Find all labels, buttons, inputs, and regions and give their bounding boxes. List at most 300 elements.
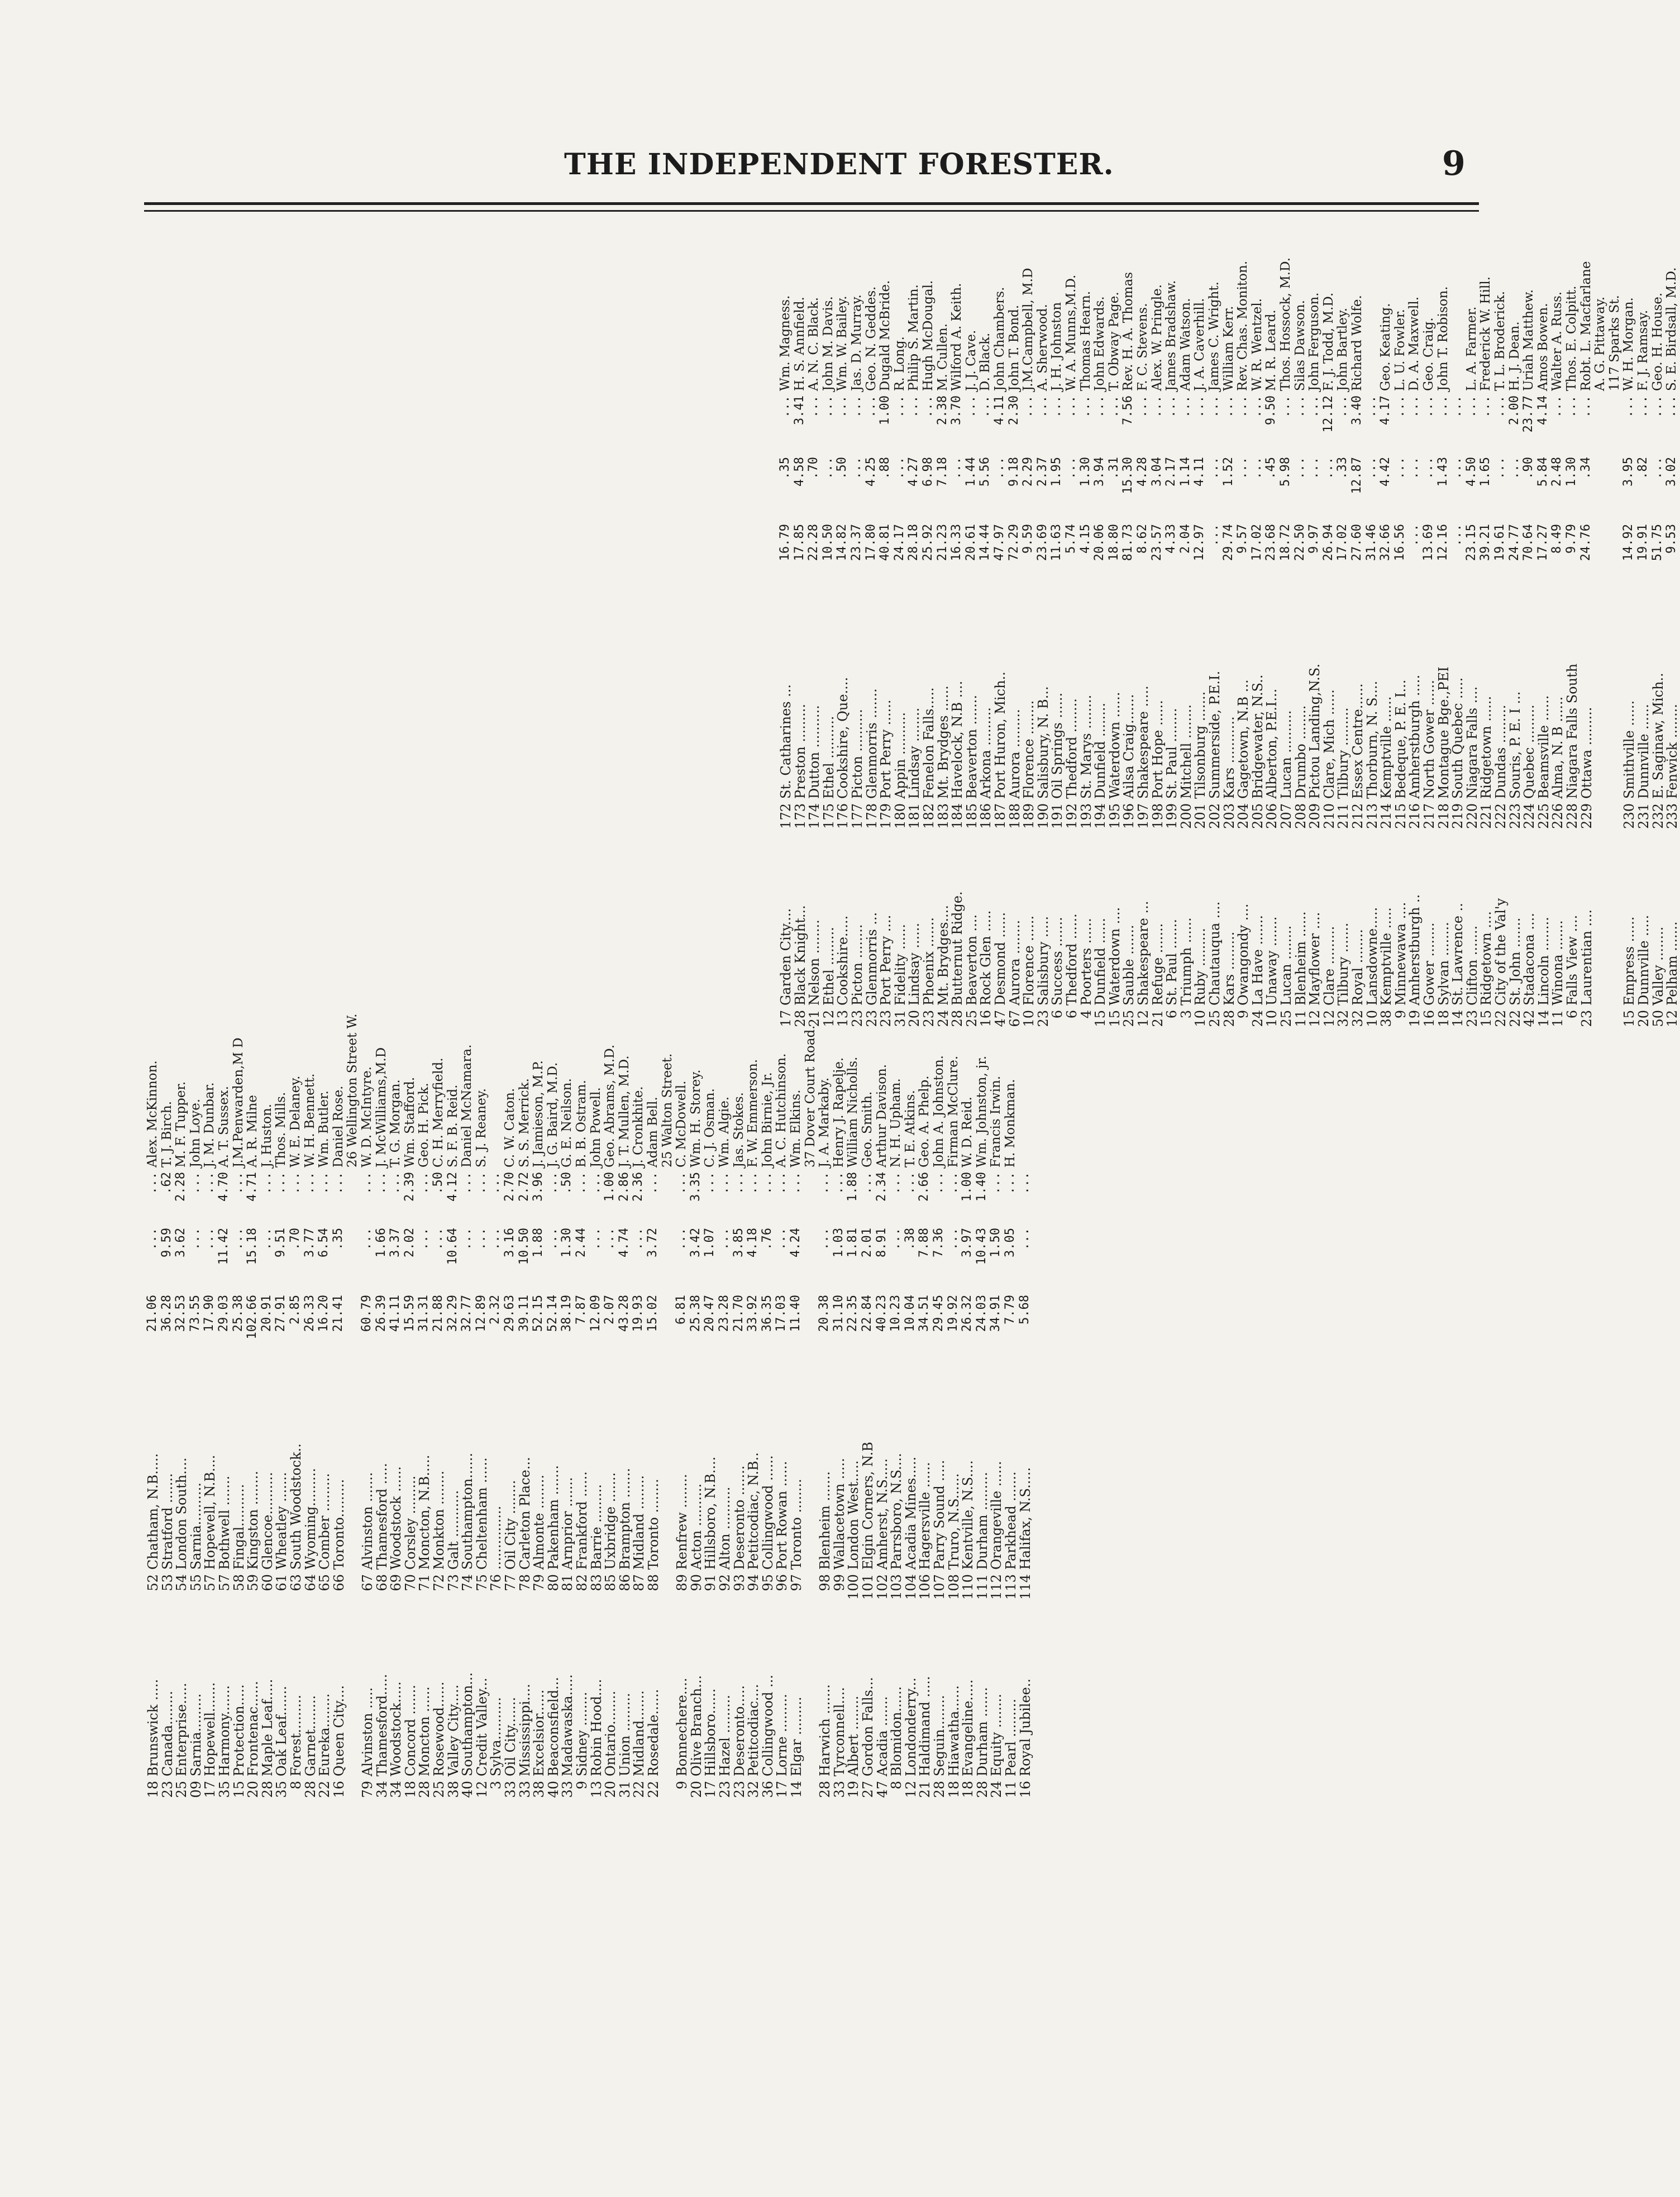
amount: 27.91 bbox=[274, 1295, 288, 1332]
lodge-name: Seguin........ bbox=[932, 1695, 947, 1776]
amount: 9.51 bbox=[274, 1228, 288, 1257]
deputy-name: A. G. Pittaway. bbox=[1593, 296, 1608, 391]
table-row bbox=[1065, 78, 1080, 1039]
lodge-name: Tilbury ....... bbox=[1335, 922, 1352, 1005]
amount: 4.18 bbox=[746, 1228, 760, 1257]
table-row bbox=[304, 855, 318, 1810]
amount: ... bbox=[1435, 395, 1450, 418]
amount: 1.00 bbox=[878, 395, 892, 425]
lodge-number: 31 bbox=[617, 1781, 633, 1798]
amount: 4.11 bbox=[1192, 457, 1207, 487]
table-row bbox=[1437, 78, 1452, 1039]
lodge-number: 33 bbox=[831, 1781, 847, 1798]
lodge-number: 24 bbox=[989, 1781, 1005, 1798]
amount: 13.69 bbox=[1421, 524, 1435, 561]
deputy-name: L. U. Fowler. bbox=[1392, 309, 1407, 391]
lodge-number: 211 bbox=[1335, 803, 1352, 829]
lodge-number: 20 bbox=[1636, 1010, 1652, 1027]
amount: ... bbox=[1478, 395, 1493, 418]
amount: ... bbox=[1450, 395, 1464, 418]
amount: ... bbox=[774, 1228, 789, 1250]
lodge-number: 173 bbox=[792, 803, 808, 829]
amount: 21.70 bbox=[731, 1295, 746, 1332]
amount: 3.02 bbox=[1664, 457, 1679, 487]
amount: ... bbox=[231, 1228, 245, 1250]
lodge-name: E. Saginaw, Mich.. bbox=[1650, 673, 1666, 799]
lodge-number: 35 bbox=[274, 1781, 290, 1798]
amount: 40.81 bbox=[878, 524, 892, 561]
lodge-name: Sauble ....... bbox=[1121, 924, 1137, 1005]
deputy-name: A. Sherwood. bbox=[1035, 304, 1050, 391]
lodge-number: 19 bbox=[1407, 1010, 1423, 1027]
table-row bbox=[747, 855, 761, 1810]
lodge-name: Eureka........ bbox=[317, 1693, 333, 1776]
table-row bbox=[1551, 78, 1566, 1039]
lodge-number: 23 bbox=[1578, 1010, 1595, 1027]
lodge-number: 80 bbox=[545, 1574, 561, 1591]
amount: ... bbox=[1493, 395, 1507, 418]
amount: ... bbox=[731, 1172, 746, 1194]
lodge-number: 9 bbox=[574, 1781, 590, 1790]
lodge-number: 201 bbox=[1192, 803, 1209, 829]
amount: 15.59 bbox=[402, 1295, 417, 1332]
deputy-name: J. T. Mullen, M.D. bbox=[617, 1055, 632, 1167]
table-row bbox=[461, 855, 475, 1810]
lodge-name: Acadia ....... bbox=[874, 1696, 890, 1776]
table-row bbox=[404, 855, 418, 1810]
lodge-number: 93 bbox=[731, 1574, 747, 1591]
lodge-number: 99 bbox=[831, 1574, 847, 1591]
lodge-name: South Quebec ..... bbox=[1450, 677, 1466, 799]
lodge-name: Unaway ....... bbox=[1264, 916, 1280, 1005]
lodge-name: Falls View .... bbox=[1564, 914, 1580, 1005]
lodge-number: 177 bbox=[849, 803, 865, 829]
lodge-name: Credit Valley... bbox=[474, 1677, 490, 1776]
lodge-number: 181 bbox=[906, 803, 923, 829]
amount: 12.97 bbox=[1192, 524, 1207, 561]
lodge-name: Blenheim ...... bbox=[1292, 911, 1309, 1005]
lodge-number: 197 bbox=[1135, 803, 1151, 829]
lodge-name: Lucan ........ bbox=[1278, 925, 1294, 1005]
amount: 2.34 bbox=[874, 1172, 889, 1202]
lodge-name: Pelham ....... bbox=[1664, 921, 1680, 1005]
amount: .62 bbox=[159, 1172, 174, 1194]
amount: 7.88 bbox=[917, 1228, 932, 1257]
table-row bbox=[1080, 78, 1094, 1039]
lodge-name: Truro, N.S...... bbox=[946, 1473, 962, 1570]
lodge-number: 189 bbox=[1021, 803, 1037, 829]
amount: ... bbox=[1564, 395, 1578, 418]
lodge-name: Port Rowan ...... bbox=[774, 1461, 790, 1570]
lodge-name: Fenwick ........ bbox=[1664, 704, 1680, 799]
table-row bbox=[332, 855, 347, 1810]
table-row bbox=[1522, 78, 1537, 1039]
deputy-name: J. A. Caverhill. bbox=[1192, 298, 1207, 391]
lodge-number: 22 bbox=[1507, 1010, 1523, 1027]
table-row bbox=[1180, 78, 1194, 1039]
lodge-number: 65 bbox=[317, 1574, 333, 1591]
lodge-name: Clare, Mich ...... bbox=[1321, 689, 1337, 799]
amount: 16.33 bbox=[949, 524, 964, 561]
lodge-name: Quebec ......... bbox=[1521, 704, 1538, 799]
amount: 12.89 bbox=[474, 1295, 488, 1332]
lodge-number: 23 bbox=[849, 1010, 865, 1027]
amount: 3.37 bbox=[388, 1228, 403, 1257]
table-row bbox=[1380, 78, 1394, 1039]
lodge-number: 17 bbox=[774, 1781, 790, 1798]
lodge-number: 75 bbox=[474, 1574, 490, 1591]
lodge-name: City of the Val'y bbox=[1493, 898, 1509, 1005]
amount: ... bbox=[1392, 395, 1407, 418]
lodge-number: 111 bbox=[974, 1574, 990, 1600]
amount: ... bbox=[789, 1172, 803, 1194]
lodge-name: Toronto ........ bbox=[646, 1479, 661, 1570]
table-row bbox=[1466, 78, 1480, 1039]
amount: 22.35 bbox=[846, 1295, 860, 1332]
table-row bbox=[865, 78, 880, 1039]
table-row bbox=[1323, 78, 1337, 1039]
lodge-number: 59 bbox=[245, 1574, 261, 1591]
amount: 40.23 bbox=[874, 1295, 889, 1332]
amount: ... bbox=[820, 457, 835, 479]
lodge-name: Evangeline..... bbox=[960, 1679, 976, 1776]
table-row bbox=[289, 855, 304, 1810]
lodge-number: 202 bbox=[1207, 803, 1223, 829]
amount: 17.02 bbox=[1335, 524, 1350, 561]
deputy-name: W. H. Bennett. bbox=[302, 1073, 317, 1167]
lodge-number: 20 bbox=[603, 1781, 619, 1798]
lodge-name: Hopewell....... bbox=[202, 1682, 218, 1776]
lodge-name: Kentville, N.S.... bbox=[960, 1460, 976, 1570]
table-row bbox=[1294, 78, 1309, 1039]
amount: 36.28 bbox=[159, 1295, 174, 1332]
table-row bbox=[189, 855, 204, 1810]
amount: .76 bbox=[760, 1228, 774, 1250]
amount: 4.14 bbox=[1535, 395, 1550, 425]
deputy-name: T. L. Broderick. bbox=[1493, 290, 1507, 391]
deputy-name: Wm. Stafford. bbox=[402, 1077, 417, 1167]
deputy-name: C. McDowell. bbox=[674, 1080, 689, 1167]
lodge-number: 12 bbox=[1307, 1010, 1323, 1027]
amount: ... bbox=[588, 1172, 603, 1194]
amount: 17.02 bbox=[1249, 524, 1264, 561]
amount: 1.30 bbox=[560, 1228, 574, 1257]
lodge-name: Desmond ...... bbox=[992, 912, 1008, 1005]
lodge-number: 186 bbox=[978, 803, 994, 829]
lodge-number: 53 bbox=[159, 1574, 175, 1591]
amount: 60.79 bbox=[360, 1295, 374, 1332]
lodge-name: Ottawa ......... bbox=[1578, 707, 1595, 799]
amount: 10.43 bbox=[974, 1228, 989, 1265]
deputy-name: Henry J. Rapelje. bbox=[831, 1057, 846, 1167]
lodge-number: 57 bbox=[217, 1574, 232, 1591]
amount: 3.95 bbox=[1621, 457, 1636, 487]
amount: 21.06 bbox=[145, 1295, 159, 1332]
lodge-number: 28 bbox=[302, 1781, 318, 1798]
lodge-number: 16 bbox=[978, 1010, 994, 1027]
amount: ... bbox=[1292, 395, 1307, 418]
lodge-number: 42 bbox=[1521, 1010, 1538, 1027]
amount: ... bbox=[1392, 457, 1407, 479]
amount: 1.14 bbox=[1178, 457, 1192, 487]
amount: .82 bbox=[1636, 457, 1650, 479]
lodge-name: Beaverton .... bbox=[963, 914, 980, 1005]
lodge-number: 4 bbox=[1078, 1010, 1094, 1019]
lodge-number: 36 bbox=[760, 1781, 776, 1798]
lodge-name: Glenmorris ....... bbox=[863, 688, 880, 799]
lodge-number: 28 bbox=[974, 1781, 990, 1798]
lodge-name: Fingal.......... bbox=[231, 1484, 247, 1570]
lodge-number: 11 bbox=[1550, 1010, 1566, 1027]
amount: 3.72 bbox=[646, 1228, 660, 1257]
deputy-name: W. H. Morgan. bbox=[1621, 297, 1636, 391]
lodge-number: 28 bbox=[817, 1781, 833, 1798]
amount: ... bbox=[417, 1228, 431, 1250]
lodge-name: Stratford ....... bbox=[159, 1473, 175, 1570]
lodge-number: 47 bbox=[874, 1781, 890, 1798]
lodge-number: 11 bbox=[1292, 1010, 1309, 1027]
amount: 17.03 bbox=[774, 1295, 789, 1332]
lodge-number: 179 bbox=[878, 803, 894, 829]
amount: 3.40 bbox=[1350, 395, 1364, 425]
lodge-name: Orangeville ...... bbox=[989, 1461, 1005, 1570]
amount: ... bbox=[674, 1172, 689, 1194]
amount: ... bbox=[889, 1228, 903, 1250]
amount: 31.10 bbox=[831, 1295, 846, 1332]
table-row bbox=[733, 855, 747, 1810]
lodge-name: Blomidon...... bbox=[889, 1686, 905, 1776]
table-row bbox=[1008, 78, 1023, 1039]
table-row bbox=[618, 855, 633, 1810]
amount: 1.52 bbox=[1221, 457, 1235, 487]
lodge-name: Port Huron, Mich.. bbox=[992, 671, 1008, 799]
lodge-name: Frankford ...... bbox=[574, 1471, 590, 1570]
amount: 34.91 bbox=[989, 1295, 1003, 1332]
table-row bbox=[175, 855, 189, 1810]
lodge-name: St. Marys ........ bbox=[1078, 694, 1094, 799]
amount: ... bbox=[1407, 395, 1421, 418]
deputy-name: J. Huston. bbox=[259, 1104, 274, 1167]
lodge-name: Lindsay ...... bbox=[906, 922, 923, 1005]
amount: ... bbox=[202, 1228, 217, 1250]
deputy-name: G. E. Neilson. bbox=[560, 1078, 575, 1167]
lodge-number: 172 bbox=[778, 803, 794, 829]
amount: ... bbox=[145, 1172, 159, 1194]
deputy-name: W. A. Munns,M.D. bbox=[1064, 274, 1078, 391]
amount: 21.88 bbox=[431, 1295, 445, 1332]
amount: ... bbox=[903, 1172, 917, 1194]
amount: 3.96 bbox=[531, 1172, 546, 1202]
amount: ... bbox=[460, 1228, 474, 1250]
table-row bbox=[1594, 78, 1609, 1039]
table-row bbox=[1566, 78, 1580, 1039]
deputy-name: William Kerr. bbox=[1221, 306, 1236, 391]
deputy-name: F. W. Emmerson. bbox=[746, 1059, 761, 1167]
lodge-number: 33 bbox=[517, 1781, 533, 1798]
amount: 1.00 bbox=[603, 1172, 617, 1202]
table-row bbox=[1622, 78, 1637, 1039]
amount: 16.20 bbox=[317, 1295, 331, 1332]
table-row bbox=[561, 855, 575, 1810]
lodge-name: Dutton .......... bbox=[806, 705, 823, 799]
amount: ... bbox=[1292, 457, 1307, 479]
amount: ... bbox=[1003, 1172, 1017, 1194]
lodge-name: Moncton, N.B..... bbox=[417, 1455, 433, 1570]
table-row bbox=[718, 855, 733, 1810]
lodge-name: Cookshire, Que.... bbox=[835, 676, 851, 799]
lodge-name: Smithville ...... bbox=[1621, 700, 1638, 799]
lodge-number: 94 bbox=[746, 1574, 762, 1591]
deputy-name: Frederick W. Hill. bbox=[1478, 276, 1493, 391]
lodge-number: 18 bbox=[1435, 1010, 1452, 1027]
lodge-name: Olive Branch... bbox=[688, 1675, 704, 1776]
amount: ... bbox=[631, 1228, 646, 1250]
lodge-name: Parkhead ....... bbox=[1003, 1471, 1019, 1570]
amount: 1.81 bbox=[846, 1228, 860, 1257]
lodge-number: 218 bbox=[1435, 803, 1452, 829]
lodge-name: Blenheim ....... bbox=[817, 1471, 833, 1570]
lodge-name: Port Hope ...... bbox=[1149, 700, 1166, 799]
table-row bbox=[836, 78, 851, 1039]
lodge-name: Waterdown .... bbox=[1106, 907, 1123, 1005]
lodge-name: Amherstburgh .. bbox=[1407, 894, 1423, 1005]
deputy-name: Rev. Chas. Moniton. bbox=[1235, 260, 1251, 391]
lodge-number: 38 bbox=[445, 1781, 461, 1798]
lodge-name: Butternut Ridge. bbox=[949, 891, 966, 1005]
lodge-number: 10 bbox=[1264, 1010, 1280, 1027]
amount: ... bbox=[1049, 395, 1064, 418]
lodge-number: 89 bbox=[674, 1574, 690, 1591]
amount: 10.23 bbox=[889, 1295, 903, 1332]
lodge-name: Shakespeare ..... bbox=[1135, 685, 1151, 799]
amount: 19.91 bbox=[1636, 524, 1650, 561]
deputy-name: Wilford A. Keith. bbox=[949, 283, 965, 391]
amount: ... bbox=[746, 1172, 760, 1194]
lodge-name: Elgar ......... bbox=[789, 1696, 804, 1776]
amount: 20.06 bbox=[1092, 524, 1107, 561]
amount: .31 bbox=[1106, 457, 1121, 479]
table-row bbox=[261, 855, 275, 1810]
lodge-name: Wyoming......... bbox=[302, 1467, 318, 1570]
lodge-name: Hazel ......... bbox=[717, 1694, 733, 1776]
deputy-name: Firman McClure. bbox=[946, 1055, 961, 1167]
lodge-name: Niagara Falls South bbox=[1564, 663, 1580, 799]
lodge-number: 200 bbox=[1178, 803, 1194, 829]
deputy-name: W. D. Reid. bbox=[960, 1097, 975, 1167]
amount: ... bbox=[1017, 1172, 1032, 1194]
amount: 1.00 bbox=[960, 1172, 975, 1202]
amount: 24.03 bbox=[974, 1295, 989, 1332]
lodge-name: Oil City ........ bbox=[503, 1480, 518, 1570]
amount: ... bbox=[1335, 395, 1350, 418]
lodge-name: Mt. Brydges ...... bbox=[935, 685, 951, 799]
lodge-number: 91 bbox=[703, 1574, 719, 1591]
lodge-name: Arkona ......... bbox=[978, 707, 994, 799]
lodge-name: Mt. Brydges.... bbox=[935, 905, 951, 1005]
table-row bbox=[375, 855, 390, 1810]
amount: 33.92 bbox=[746, 1295, 760, 1332]
lodge-number: 81 bbox=[560, 1574, 576, 1591]
amount: ... bbox=[863, 395, 878, 418]
lodge-number: 185 bbox=[963, 803, 980, 829]
lodge-name: Dundas ......... bbox=[1493, 704, 1509, 799]
lodge-name: Valley City..... bbox=[445, 1684, 461, 1776]
lodge-name: La Have ....... bbox=[1249, 915, 1266, 1005]
lodge-name: Harmony....... bbox=[217, 1685, 232, 1776]
lodge-name: Comber ......... bbox=[317, 1473, 333, 1570]
amount: 1.40 bbox=[974, 1172, 989, 1202]
amount: 102.66 bbox=[245, 1295, 260, 1340]
deputy-name: T. Obway Page. bbox=[1106, 292, 1121, 391]
table-row bbox=[475, 855, 490, 1810]
amount: 3.41 bbox=[792, 395, 806, 425]
table-row bbox=[1351, 78, 1366, 1039]
amount: ... bbox=[1192, 395, 1207, 418]
lodge-name: Pearl ......... bbox=[1003, 1698, 1019, 1776]
deputy-name: M. Cullen. bbox=[935, 323, 950, 391]
deputy-name: Geo. Smith. bbox=[860, 1091, 875, 1167]
lodge-name: Winona ....... bbox=[1550, 920, 1566, 1005]
amount: ... bbox=[317, 1172, 331, 1194]
amount: 17.85 bbox=[792, 524, 806, 561]
amount: 10.50 bbox=[820, 524, 835, 561]
deputy-name: T. G. Morgan. bbox=[388, 1079, 403, 1167]
amount: 10.64 bbox=[445, 1228, 460, 1265]
amount: 12.16 bbox=[1435, 524, 1450, 561]
table-row bbox=[704, 855, 718, 1810]
amount: ... bbox=[1092, 395, 1107, 418]
lodge-name: Canada........ bbox=[159, 1690, 175, 1776]
lodge-name: Owangondy .... bbox=[1235, 903, 1252, 1005]
lodge-name: Valley ........ bbox=[1650, 926, 1666, 1005]
table-row bbox=[922, 78, 937, 1039]
amount: 1.88 bbox=[846, 1172, 860, 1202]
amount: .88 bbox=[878, 457, 892, 479]
lodge-name: Durham ....... bbox=[974, 1687, 990, 1776]
amount: ... bbox=[889, 1172, 903, 1194]
amount: ... bbox=[188, 1172, 202, 1194]
lodge-name: Niagara Falls .... bbox=[1464, 686, 1480, 799]
table-row bbox=[908, 78, 922, 1039]
amount: 43.28 bbox=[617, 1295, 631, 1332]
amount: 2.70 bbox=[503, 1172, 517, 1202]
lodge-name: Cookshire..... bbox=[835, 915, 851, 1005]
lodge-number: 11 bbox=[1003, 1781, 1019, 1798]
lodge-number: 222 bbox=[1493, 803, 1509, 829]
deputy-name: William Nicholls. bbox=[846, 1056, 861, 1167]
amount: 2.30 bbox=[1006, 395, 1021, 425]
deputy-name: C. W. Caton. bbox=[503, 1088, 517, 1167]
amount: 20.61 bbox=[963, 524, 978, 561]
lodge-number: 28 bbox=[949, 1010, 966, 1027]
amount: ... bbox=[1407, 457, 1421, 479]
lodge-number: 221 bbox=[1478, 803, 1495, 829]
lodge-name: Galt ........... bbox=[445, 1490, 461, 1570]
deputy-name: Arthur Davison. bbox=[874, 1064, 889, 1167]
amount: 5.56 bbox=[978, 457, 992, 487]
lodge-name: Ridgetown .... bbox=[1478, 911, 1495, 1005]
amount: 6.98 bbox=[921, 457, 935, 487]
amount: 20.47 bbox=[703, 1295, 717, 1332]
deputy-name: J. A. Markaby. bbox=[817, 1077, 832, 1167]
amount: ... bbox=[1364, 457, 1378, 479]
deputy-name: J. McWilliams,M.D bbox=[374, 1047, 389, 1167]
lodge-number: 101 bbox=[860, 1574, 876, 1600]
amount: 3.16 bbox=[503, 1228, 517, 1257]
lodge-number: 21 bbox=[917, 1781, 933, 1798]
amount: ... bbox=[288, 1172, 302, 1194]
deputy-name: J. Cronkhite. bbox=[631, 1086, 646, 1167]
